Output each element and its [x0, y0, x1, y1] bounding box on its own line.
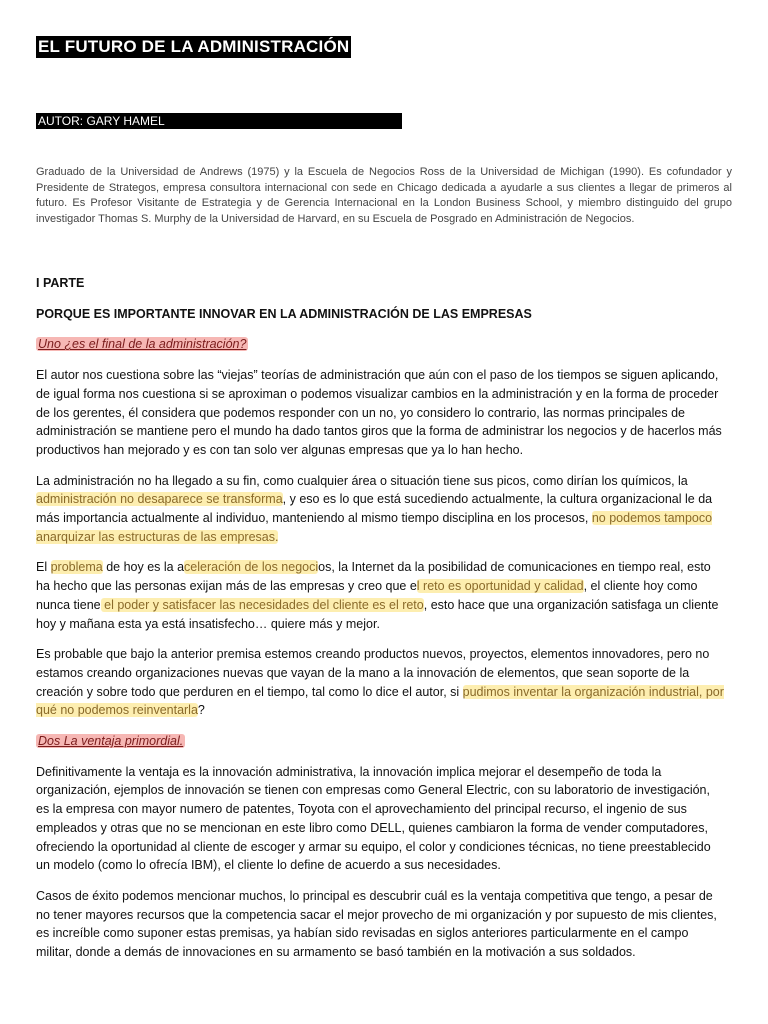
highlight: l reto es oportunidad y calidad	[416, 579, 584, 594]
subheading-2-text: Dos La ventaja primordial.	[38, 734, 184, 749]
highlight: no podemos tampoco anarquizar las estructuras de las empresas.	[36, 511, 713, 544]
paragraph-1: El autor nos cuestiona sobre las “viejas” teorías de administración que aún con el paso de los tiempos se siguen aplicando, de igual forma nos cuestiona si se aproximan o podemos visualizar cambios en la administración y en la forma de proceder de los gerentes, él considera que podemos responder con un no, yo considero lo contrario, las normas principales de administración se mantiene pero el mundo ha dado tantos giros que la forma de administrar los negocios y de hacerlos más productivos han mejorado y es con tan solo ver algunas empresas que ya lo han hecho.	[36, 368, 722, 457]
paragraph-5: Definitivamente la ventaja es la innovación administrativa, la innovación implica mejorar el desempeño de toda la organización, ejemplos de innovación se tienen con empresas como General Electric, con su laboratorio de investigación, es la empresa con mayor numero de patentes, Toyota con el aprovechamiento del principal recurso, el ingenio de sus empleados y otras que no se mencionan en este libro como DELL, quienes cambiaron la forma de vender computadores, ofreciendo la oportunidad al cliente de escoger y armar su equipo, el color y condiciones técnicas, no tiene preestablecido un modelo (como lo ofrecía IBM), el cliente lo define de acuerdo a sus necesidades.	[36, 764, 711, 873]
paragraph-6: Casos de éxito podemos mencionar muchos, lo principal es descubrir cuál es la ventaja competitiva que tengo, a pesar de no tener mayores recursos que la competencia sacar el mejor provecho de mi organización y por supuesto de mis clientes, es increíble como suponer estas premisas, ya habían sido revisadas en siglos anteriores particularmente en el campo militar, donde a demás de innovaciones en su armamento se basó también en la motivación a sus soldados.	[36, 888, 717, 960]
document-body	[36, 274, 726, 974]
highlight: celeración de los negoci	[184, 560, 319, 575]
highlight: pudimos inventar la organización industrial, por qué no podemos reinventarla	[36, 684, 724, 718]
subheading-1	[36, 335, 726, 354]
paragraph-2: La administración no ha llegado a su fin, como cualquier área o situación tiene sus picos, como dirían los químicos, la administración no desaparece se transforma, y eso es lo que está sucediendo actualmente, la cultura organizacional le da más importancia actualmente al individuo, manteniendo al mismo tiempo disciplina en los procesos, no podemos tampoco anarquizar las estructuras de las empresas.	[36, 473, 713, 544]
highlight: el poder y satisfacer las necesidades del cliente es el reto	[100, 597, 424, 612]
part-heading: I PARTE	[36, 276, 85, 290]
subheading-1-text: Uno ¿es el final de la administración?	[38, 337, 247, 352]
section-heading: PORQUE ES IMPORTANTE INNOVAR EN LA ADMINISTRACIÓN DE LAS EMPRESAS	[36, 306, 532, 321]
paragraph-4: Es probable que bajo la anterior premisa estemos creando productos nuevos, proyectos, elementos innovadores, pero no estamos creando organizaciones nuevas que vayan de la mano a la innovación de elementos, que sean soporte de la creación y sobre todo que perduren en el tiempo, tal como lo dice el autor, si pudimos inventar la organización industrial, por qué no podemos reinventarla?	[36, 647, 724, 718]
document-title: EL FUTURO DE LA ADMINISTRACIÓN	[38, 37, 350, 56]
subheading-2	[36, 732, 726, 751]
author-line: AUTOR: GARY HAMEL	[36, 113, 402, 129]
author-bio: Graduado de la Universidad de Andrews (1975) y la Escuela de Negocios Ross de la Universidad de Michigan (1990). Es cofundador y Presidente de Strategos, empresa consultora internacional con sede en Chicago dedicada a ayudarle a sus clientes a llegar de primeros al futuro. Es Profesor Visitante de Estrategia y de Gerencia Internacional en la London Business School, y miembro distinguido del grupo investigador Thomas S. Murphy de la Universidad de Harvard, en su Escuela de Posgrado en Administración de Negocios.	[36, 166, 732, 225]
highlight: administración no desaparece se transforma	[36, 492, 283, 507]
paragraph-3: El problema de hoy es la aceleración de los negocios, la Internet da la posibilidad de comunicaciones en tiempo real, esto ha hecho que las personas exijan más de las empresas y creo que el reto es oportunidad y calidad, el cliente hoy como nunca tiene el poder y satisfacer las necesidades del cliente es el reto, esto hace que una organización satisfaga un cliente hoy y mañana esta ya está insatisfecho… quiere más y mejor.	[36, 560, 719, 631]
highlight: problema	[50, 560, 103, 575]
